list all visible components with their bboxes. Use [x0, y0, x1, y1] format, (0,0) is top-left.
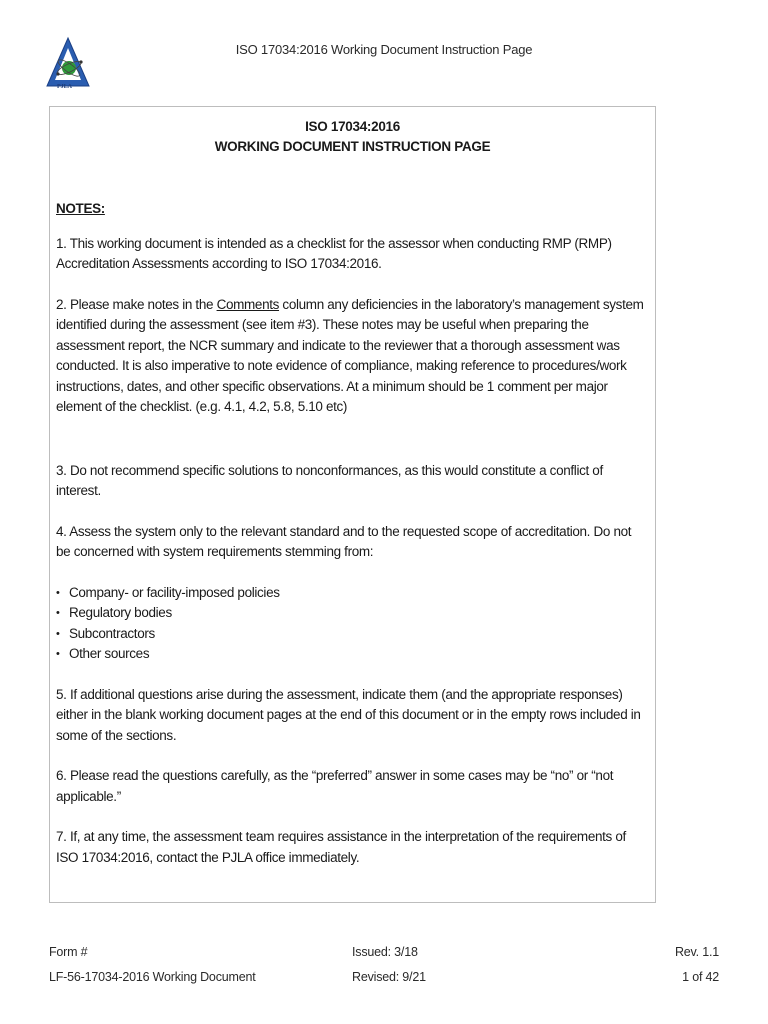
- footer-form-info: [49, 940, 255, 990]
- note-3: 3. Do not recommend specific solutions to nonconformances, as this would constitute a conflict of interest.: [56, 462, 603, 498]
- requirements-sources-list: [56, 583, 645, 665]
- page-header-title: ISO 17034:2016 Working Document Instruction Page: [235, 42, 533, 57]
- logo-text: PJLA: [57, 84, 72, 90]
- note-1: 1. This working document is intended as a checklist for the assessor when conducting RMP (RMP) Accreditation Assessments according to ISO 17034:2016.: [56, 235, 612, 271]
- list-item: • Company- or facility-imposed policies: [56, 583, 645, 604]
- note-2-suffix: column any deficiencies in the laboratory’s management system identified during the assessment (see item #3). These notes may be useful when preparing the assessment report, the NCR summary and indicate to the reviewer that a thorough assessment was conducted. It is also imperative to note evidence of compliance, making reference to procedures/work instructions, dates, and other specific observations. At a minimum should be 1 comment per major element of the checklist. (e.g. 4.1, 4.2, 5.8, 5.10 etc): [56, 296, 644, 414]
- footer-revision: [675, 940, 719, 990]
- footer-dates: [352, 940, 426, 990]
- footer-form-id: LF-56-17034-2016 Working Document: [49, 970, 256, 984]
- list-item: • Regulatory bodies: [56, 603, 645, 624]
- footer-revised: Revised: 9/21: [352, 970, 426, 984]
- note-6: 6. Please read the questions carefully, as the “preferred” answer in some cases may be “no” or “not applicable.”: [56, 768, 614, 804]
- note-5: 5. If additional questions arise during the assessment, indicate them (and the appropriate responses) either in the blank working document pages at the end of this document or in the empty rows included in some of the sections.: [56, 686, 641, 743]
- comments-term: Comments: [216, 296, 280, 312]
- document-frame: [49, 106, 656, 903]
- footer-rev: Rev. 1.1: [674, 945, 719, 959]
- footer-issued: Issued: 3/18: [352, 945, 418, 959]
- notes-heading: NOTES:: [56, 201, 105, 216]
- list-item: • Subcontractors: [56, 624, 645, 645]
- note-2-prefix: 2. Please make notes in the: [56, 296, 217, 312]
- notes-content: [56, 199, 645, 888]
- list-item: • Other sources: [56, 644, 645, 665]
- document-title-line2: WORKING DOCUMENT INSTRUCTION PAGE: [214, 139, 491, 154]
- document-title-line1: ISO 17034:2016: [305, 119, 400, 134]
- document-title: [50, 117, 655, 157]
- note-2: [56, 295, 645, 418]
- note-4: 4. Assess the system only to the relevant standard and to the requested scope of accreditation. Do not be concerned with system requirements stemming from:: [56, 523, 632, 559]
- footer-page-number: 1 of 42: [682, 970, 719, 984]
- note-7: 7. If, at any time, the assessment team requires assistance in the interpretation of the requirements of ISO 17034:2016, contact the PJLA office immediately.: [56, 829, 626, 865]
- footer-form-label: Form #: [49, 945, 88, 959]
